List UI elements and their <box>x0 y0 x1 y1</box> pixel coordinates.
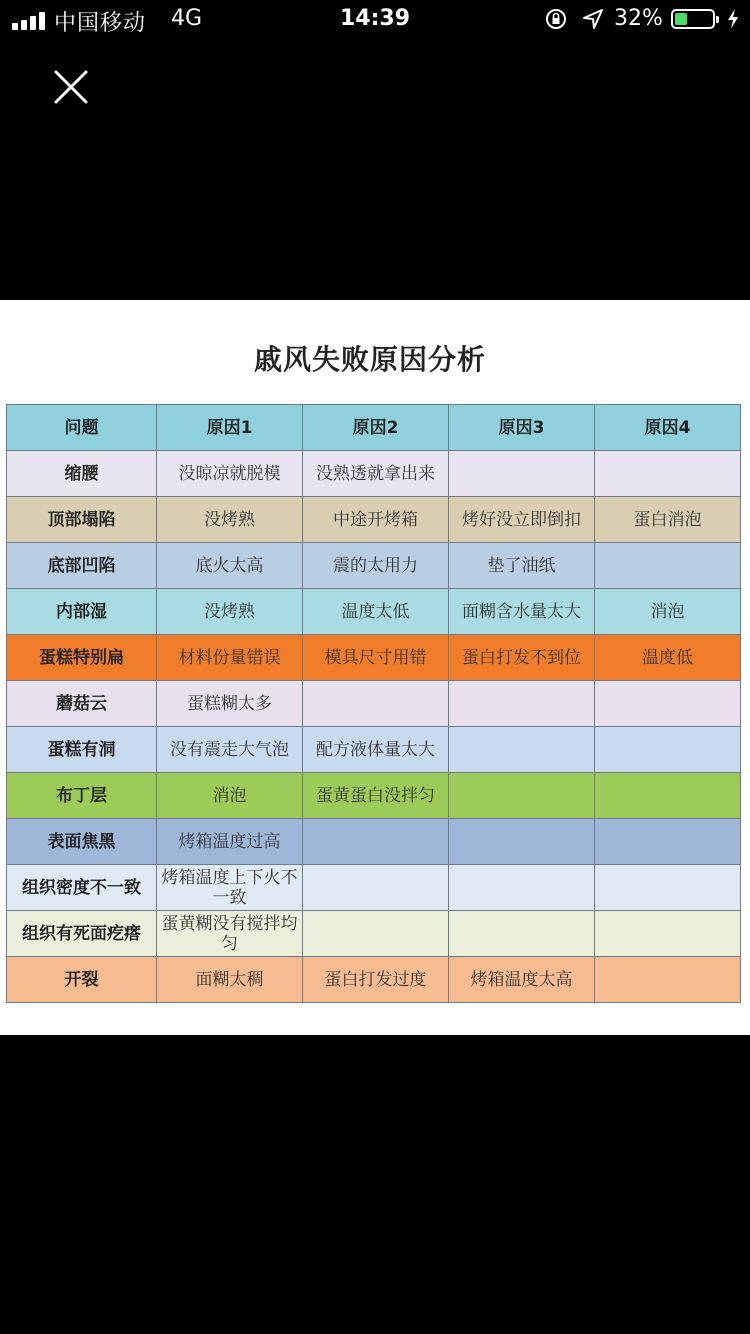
problem-cell: 组织有死面疙瘩 <box>7 911 157 957</box>
network-type: 4G <box>171 6 203 31</box>
problem-cell: 底部凹陷 <box>7 543 157 589</box>
reason-cell: 材料份量错误 <box>157 635 303 681</box>
close-icon <box>56 72 86 102</box>
problem-cell: 蛋糕特别扁 <box>7 635 157 681</box>
problem-cell: 顶部塌陷 <box>7 497 157 543</box>
reason-cell <box>449 727 595 773</box>
cause-table <box>6 404 741 1003</box>
reason-cell: 中途开烤箱 <box>303 497 449 543</box>
table-header-cell: 原因4 <box>595 405 741 451</box>
battery-percent: 32% <box>614 6 663 31</box>
reason-cell: 蛋白打发过度 <box>303 957 449 1003</box>
reason-cell: 没有震走大气泡 <box>157 727 303 773</box>
reason-cell <box>595 957 741 1003</box>
battery-icon <box>671 9 715 29</box>
reason-cell: 底火太高 <box>157 543 303 589</box>
reason-cell: 震的太用力 <box>303 543 449 589</box>
reason-cell: 蛋黄糊没有搅拌均匀 <box>157 911 303 957</box>
clock: 14:39 <box>339 6 411 31</box>
table-header-cell: 原因3 <box>449 405 595 451</box>
problem-cell: 组织密度不一致 <box>7 865 157 911</box>
status-bar <box>0 0 750 40</box>
table-header-cell: 原因1 <box>157 405 303 451</box>
table-row <box>7 957 741 1003</box>
charging-bolt-icon <box>726 8 740 30</box>
reason-cell <box>595 773 741 819</box>
problem-cell: 表面焦黑 <box>7 819 157 865</box>
problem-cell: 蛋糕有洞 <box>7 727 157 773</box>
viewed-image[interactable] <box>0 300 750 1035</box>
table-row <box>7 773 741 819</box>
reason-cell <box>595 819 741 865</box>
reason-cell: 垫了油纸 <box>449 543 595 589</box>
reason-cell <box>449 819 595 865</box>
reason-cell: 蛋糕糊太多 <box>157 681 303 727</box>
reason-cell: 蛋白消泡 <box>595 497 741 543</box>
table-header-row <box>7 405 741 451</box>
orientation-lock-icon <box>545 8 567 30</box>
reason-cell: 烤箱温度太高 <box>449 957 595 1003</box>
reason-cell: 没熟透就拿出来 <box>303 451 449 497</box>
location-icon <box>582 8 604 30</box>
reason-cell <box>303 681 449 727</box>
reason-cell: 配方液体量太大 <box>303 727 449 773</box>
reason-cell: 烤好没立即倒扣 <box>449 497 595 543</box>
table-header-cell: 问题 <box>7 405 157 451</box>
reason-cell <box>303 865 449 911</box>
reason-cell <box>449 451 595 497</box>
reason-cell <box>303 911 449 957</box>
table-row <box>7 911 741 957</box>
carrier-name: 中国移动 <box>54 11 147 36</box>
reason-cell: 面糊太稠 <box>157 957 303 1003</box>
table-header-cell: 原因2 <box>303 405 449 451</box>
reason-cell <box>449 773 595 819</box>
reason-cell: 没烤熟 <box>157 589 303 635</box>
reason-cell: 面糊含水量太大 <box>449 589 595 635</box>
table-row <box>7 589 741 635</box>
table-row <box>7 635 741 681</box>
table-row <box>7 865 741 911</box>
table-row <box>7 497 741 543</box>
problem-cell: 缩腰 <box>7 451 157 497</box>
reason-cell <box>595 727 741 773</box>
problem-cell: 开裂 <box>7 957 157 1003</box>
reason-cell <box>595 865 741 911</box>
reason-cell <box>449 681 595 727</box>
reason-cell <box>595 681 741 727</box>
reason-cell: 消泡 <box>595 589 741 635</box>
reason-cell <box>595 911 741 957</box>
reason-cell <box>595 543 741 589</box>
reason-cell <box>449 865 595 911</box>
close-button[interactable] <box>50 66 92 108</box>
problem-cell: 内部湿 <box>7 589 157 635</box>
reason-cell: 温度低 <box>595 635 741 681</box>
reason-cell: 模具尺寸用错 <box>303 635 449 681</box>
problem-cell: 布丁层 <box>7 773 157 819</box>
reason-cell <box>449 911 595 957</box>
reason-cell: 蛋黄蛋白没拌匀 <box>303 773 449 819</box>
table-row <box>7 819 741 865</box>
table-row <box>7 451 741 497</box>
problem-cell: 蘑菇云 <box>7 681 157 727</box>
table-row <box>7 543 741 589</box>
reason-cell <box>595 451 741 497</box>
reason-cell: 消泡 <box>157 773 303 819</box>
reason-cell: 烤箱温度上下火不一致 <box>157 865 303 911</box>
reason-cell: 温度太低 <box>303 589 449 635</box>
table-row <box>7 681 741 727</box>
reason-cell: 烤箱温度过高 <box>157 819 303 865</box>
reason-cell: 没烤熟 <box>157 497 303 543</box>
image-title: 戚风失败原因分析 <box>253 343 486 376</box>
table-row <box>7 727 741 773</box>
reason-cell: 没晾凉就脱模 <box>157 451 303 497</box>
reason-cell <box>303 819 449 865</box>
reason-cell: 蛋白打发不到位 <box>449 635 595 681</box>
